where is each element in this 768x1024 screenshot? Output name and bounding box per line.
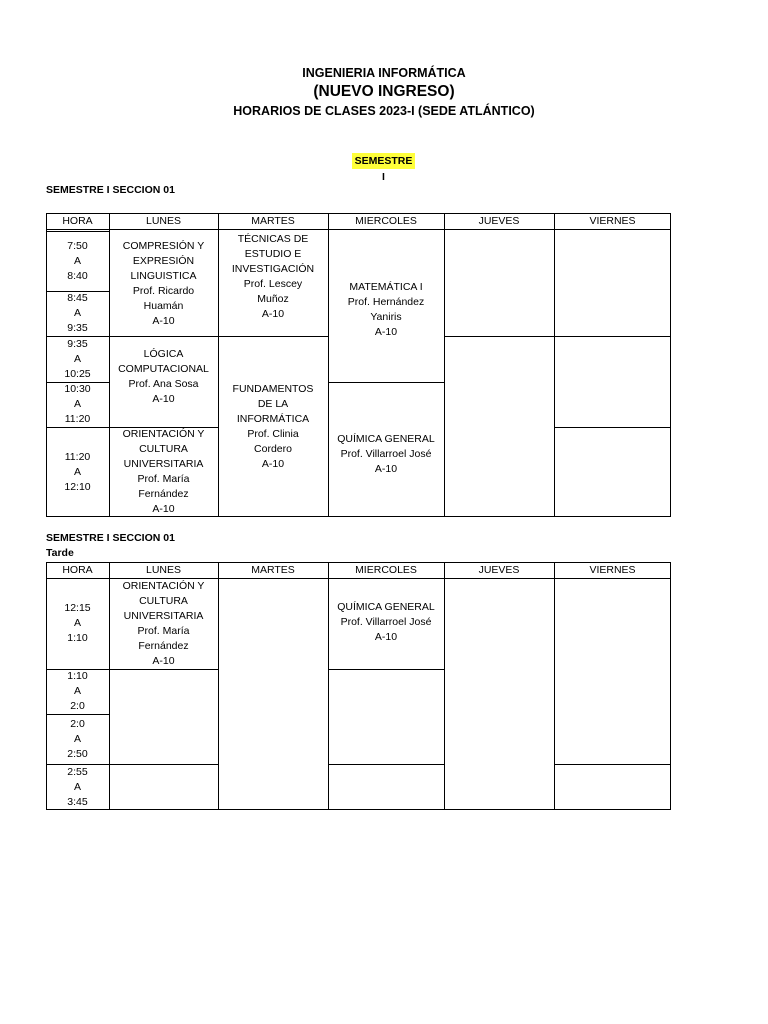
- time-slot: 11:20 A 12:10: [64, 450, 91, 493]
- grid-line: [109, 669, 218, 670]
- header-viernes: VIERNES: [589, 564, 636, 576]
- time-slot: 8:45 A 9:35: [67, 292, 88, 334]
- program-title: INGENIERIA INFORMÁTICA: [302, 66, 466, 80]
- class-cell-lunes: ORIENTACIÓN Y CULTURA UNIVERSITARIA Prof. María Fernández A-10: [122, 428, 205, 515]
- program-subtitle: (NUEVO INGRESO): [313, 83, 455, 100]
- header-jueves: JUEVES: [478, 564, 520, 576]
- class-cell-lunes: LÓGICA COMPUTACIONAL Prof. Ana Sosa A-10: [118, 347, 209, 405]
- class-cell-miercoles: MATEMÁTICA I Prof. Hernández Yaniris A-10: [347, 280, 425, 338]
- header-lunes: LUNES: [145, 215, 181, 227]
- grid-line: [109, 764, 218, 765]
- time-slot: 12:15 A 1:10: [64, 602, 91, 644]
- afternoon-section-label: SEMESTRE I SECCION 01: [46, 532, 175, 544]
- grid-line: [218, 562, 219, 810]
- header-martes: MARTES: [251, 215, 295, 227]
- header-martes: MARTES: [251, 564, 295, 576]
- grid-line: [554, 764, 671, 765]
- time-slot: 2:55 A 3:45: [67, 765, 88, 808]
- grid-line: [328, 764, 444, 765]
- time-slot: 1:10 A 2:0: [67, 670, 88, 712]
- grid-line: [444, 336, 554, 337]
- schedule-title: HORARIOS DE CLASES 2023-I (SEDE ATLÁNTICO): [233, 104, 535, 118]
- class-cell-lunes: COMPRESIÓN Y EXPRESIÓN LINGUISTICA Prof. Ricardo Huamán A-10: [122, 239, 205, 327]
- header-hora: HORA: [62, 215, 93, 227]
- grid-line: [554, 336, 671, 337]
- header-miercoles: MIERCOLES: [355, 564, 417, 576]
- class-cell-martes: TÉCNICAS DE ESTUDIO E INVESTIGACIÓN Prof. Lescey Muñoz A-10: [231, 232, 315, 320]
- grid-line: [554, 213, 555, 517]
- grid-line: [554, 427, 671, 428]
- afternoon-sub-label: Tarde: [46, 547, 74, 559]
- time-slot: 10:30 A 11:20: [64, 383, 91, 425]
- grid-line: [46, 229, 671, 230]
- grid-line: [554, 562, 555, 810]
- header-lunes: LUNES: [145, 564, 181, 576]
- header-viernes: VIERNES: [589, 215, 636, 227]
- morning-section-label: SEMESTRE I SECCION 01: [46, 184, 175, 196]
- header-hora: HORA: [62, 564, 93, 576]
- time-slot: 2:0 A 2:50: [67, 717, 88, 760]
- grid-line: [444, 213, 445, 517]
- class-cell-miercoles: QUÍMICA GENERAL Prof. Villarroel José A-10: [337, 601, 435, 643]
- header-miercoles: MIERCOLES: [355, 215, 417, 227]
- time-slot: 9:35 A 10:25: [64, 337, 91, 380]
- class-cell-miercoles: QUÍMICA GENERAL Prof. Villarroel José A-10: [337, 433, 435, 475]
- header-jueves: JUEVES: [478, 215, 520, 227]
- grid-line: [444, 562, 445, 810]
- class-cell-martes: FUNDAMENTOS DE LA INFORMÁTICA Prof. Clinia Cordero A-10: [232, 382, 314, 470]
- class-cell-lunes: ORIENTACIÓN Y CULTURA UNIVERSITARIA Prof. María Fernández A-10: [122, 579, 205, 667]
- grid-line: [328, 669, 444, 670]
- time-slot: 7:50 A 8:40: [67, 239, 88, 282]
- semester-highlight: SEMESTRE I: [352, 153, 415, 169]
